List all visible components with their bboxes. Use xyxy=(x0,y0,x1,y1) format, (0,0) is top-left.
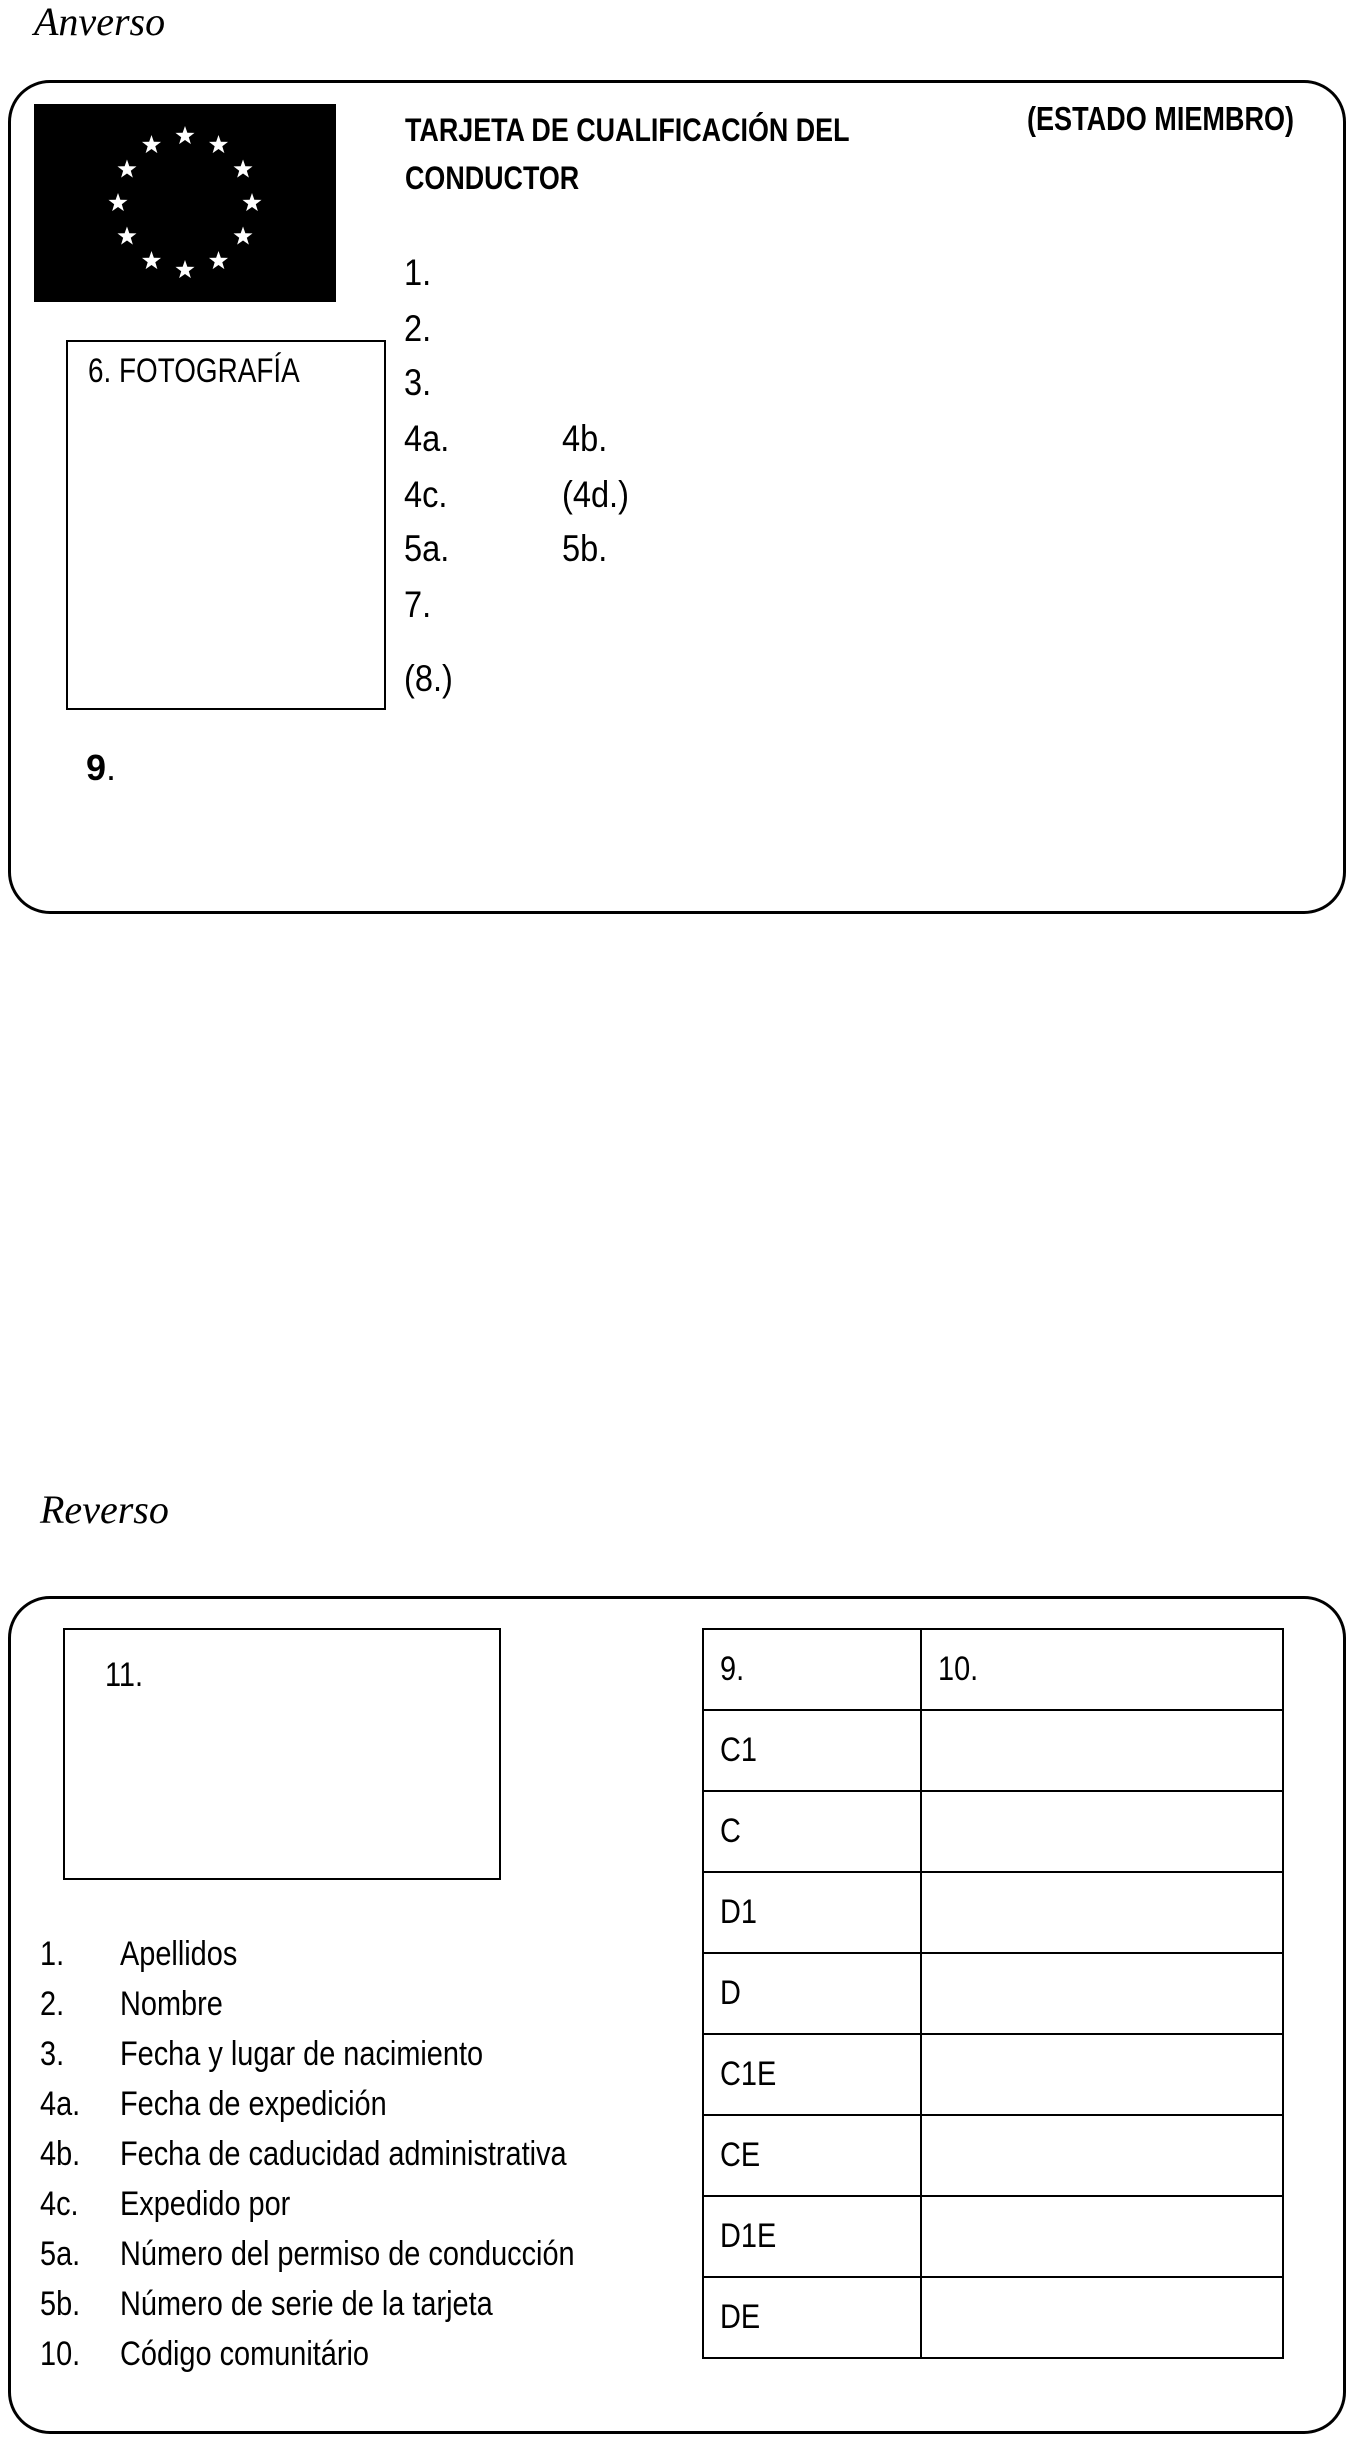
table-header-row xyxy=(703,1629,1283,1710)
legend-item-number xyxy=(40,2029,68,2079)
legend-item-text-content: Fecha de caducidad administrativa xyxy=(120,2135,567,2173)
field-5a-label: 5a. xyxy=(404,528,450,569)
legend-item-text xyxy=(120,2329,413,2379)
star-icon xyxy=(234,227,253,245)
field-legend xyxy=(40,1929,660,2379)
legend-item-number-text: 10. xyxy=(40,2335,81,2373)
category-cell xyxy=(703,1710,921,1791)
legend-item-number xyxy=(40,2329,87,2379)
field-4d xyxy=(562,476,638,513)
field-4b xyxy=(562,420,613,457)
legend-item-text-content: Fecha y lugar de nacimiento xyxy=(120,2035,484,2073)
code-cell xyxy=(921,1791,1283,1872)
field-8-label: (8.) xyxy=(404,658,453,699)
field-4d-label: (4d.) xyxy=(562,474,629,515)
field-4a xyxy=(404,420,455,457)
star-icon xyxy=(175,260,194,278)
field-8 xyxy=(404,660,460,697)
legend-item xyxy=(40,1979,660,2029)
table-row xyxy=(703,1872,1283,1953)
code-cell xyxy=(921,1629,1283,1710)
star-icon xyxy=(142,251,161,269)
legend-item-number-text: 4b. xyxy=(40,2135,81,2173)
legend-item-text xyxy=(120,2079,434,2129)
code-cell xyxy=(921,2277,1283,2358)
photo-box xyxy=(66,340,386,710)
card-title-line-2: CONDUCTOR xyxy=(405,160,580,196)
legend-item xyxy=(40,1929,660,1979)
table-row xyxy=(703,2115,1283,2196)
card-title-line-1: TARJETA DE CUALIFICACIÓN DEL xyxy=(405,112,850,148)
category-cell xyxy=(703,1872,921,1953)
legend-item-text-content: Código comunitário xyxy=(120,2335,369,2373)
code-cell xyxy=(921,2196,1283,2277)
category-cell xyxy=(703,1953,921,2034)
table-row xyxy=(703,1710,1283,1791)
legend-item-number-text: 4a. xyxy=(40,2085,81,2123)
star-icon xyxy=(242,193,261,211)
star-icon xyxy=(108,193,127,211)
legend-item-text-content: Número de serie de la tarjeta xyxy=(120,2285,493,2323)
field-4a-label: 4a. xyxy=(404,418,450,459)
star-icon xyxy=(209,251,228,269)
legend-item-number xyxy=(40,2229,87,2279)
category-cell xyxy=(703,1629,921,1710)
field-5b xyxy=(562,530,613,567)
field-7 xyxy=(404,586,435,623)
field-2-label: 2. xyxy=(404,308,432,349)
table-row xyxy=(703,2277,1283,2358)
legend-item-text-content: Expedido por xyxy=(120,2185,291,2223)
legend-item xyxy=(40,2229,660,2279)
table-row xyxy=(703,2034,1283,2115)
box-11-label-text: 11. xyxy=(105,1656,144,1694)
legend-item-text xyxy=(120,1979,241,2029)
category-cell-text: 9. xyxy=(720,1650,745,1688)
star-icon xyxy=(234,160,253,178)
back-section-title-text: Reverso xyxy=(40,1487,169,1532)
back-section-title xyxy=(40,1487,169,1532)
category-cell xyxy=(703,2196,921,2277)
legend-item-text xyxy=(120,2029,547,2079)
field-4b-label: 4b. xyxy=(562,418,608,459)
star-icon xyxy=(209,135,228,153)
code-cell xyxy=(921,2034,1283,2115)
legend-item-number xyxy=(40,1979,68,2029)
legend-item-text xyxy=(120,2229,655,2279)
legend-item-text-content: Apellidos xyxy=(120,1935,238,1973)
legend-item xyxy=(40,2129,660,2179)
legend-item-number xyxy=(40,2079,87,2129)
box-11-label xyxy=(105,1656,150,1695)
eu-flag-icon xyxy=(34,104,336,302)
field-4c xyxy=(404,476,453,513)
legend-item-text xyxy=(120,2129,645,2179)
legend-item-text-content: Nombre xyxy=(120,1985,223,2023)
field-2 xyxy=(404,310,435,347)
field-3 xyxy=(404,364,435,401)
legend-item xyxy=(40,2179,660,2229)
front-section-title-text: Anverso xyxy=(34,0,166,44)
photo-label-text: 6. FOTOGRAFÍA xyxy=(88,352,300,390)
star-icon xyxy=(142,135,161,153)
legend-item-text xyxy=(120,2179,320,2229)
legend-item-text-content: Fecha de expedición xyxy=(120,2085,387,2123)
legend-item-number-text: 1. xyxy=(40,1935,65,1973)
star-icon xyxy=(175,126,194,144)
legend-item-number xyxy=(40,2129,87,2179)
member-state-label xyxy=(1027,98,1353,141)
legend-item-text xyxy=(120,1929,258,1979)
category-cell-text: C xyxy=(720,1812,741,1850)
category-cell-text: D xyxy=(720,1974,741,2012)
legend-item-number-text: 2. xyxy=(40,1985,65,2023)
legend-item-number xyxy=(40,2179,85,2229)
category-table xyxy=(702,1628,1284,2359)
field-7-label: 7. xyxy=(404,584,432,625)
category-cell-text: C1E xyxy=(720,2055,777,2093)
code-cell xyxy=(921,2115,1283,2196)
field-3-label: 3. xyxy=(404,362,432,403)
category-cell-text: D1E xyxy=(720,2217,777,2255)
field-5b-label: 5b. xyxy=(562,528,608,569)
field-4c-label: 4c. xyxy=(404,474,448,515)
front-section-title xyxy=(34,2,165,42)
legend-item-number-text: 4c. xyxy=(40,2185,79,2223)
legend-item-number-text: 3. xyxy=(40,2035,65,2073)
category-cell xyxy=(703,1791,921,1872)
category-cell-text: CE xyxy=(720,2136,761,2174)
category-cell xyxy=(703,2034,921,2115)
star-icon xyxy=(117,227,136,245)
box-11 xyxy=(63,1628,501,1880)
legend-item-number-text: 5a. xyxy=(40,2235,81,2273)
code-cell-text: 10. xyxy=(938,1650,979,1688)
legend-item-number xyxy=(40,2279,87,2329)
category-cell-text: D1 xyxy=(720,1893,757,1931)
code-cell xyxy=(921,1872,1283,1953)
code-cell xyxy=(921,1953,1283,2034)
photo-label xyxy=(88,352,346,391)
legend-item xyxy=(40,2029,660,2079)
eu-flag-stars xyxy=(34,104,336,302)
field-9 xyxy=(86,747,117,788)
field-9-number: 9 xyxy=(86,747,107,788)
field-1-label: 1. xyxy=(404,252,432,293)
legend-item-text-content: Número del permiso de conducción xyxy=(120,2235,575,2273)
code-cell xyxy=(921,1710,1283,1791)
legend-item-text xyxy=(120,2279,558,2329)
category-cell-text: C1 xyxy=(720,1731,757,1769)
field-9-dot: . xyxy=(106,747,117,788)
legend-item-number xyxy=(40,1929,68,1979)
category-cell xyxy=(703,2277,921,2358)
legend-item xyxy=(40,2329,660,2379)
legend-item xyxy=(40,2079,660,2129)
legend-item-number-text: 5b. xyxy=(40,2285,81,2323)
field-5a xyxy=(404,530,455,567)
category-cell-text: DE xyxy=(720,2298,761,2336)
star-icon xyxy=(117,160,136,178)
member-state-text: (ESTADO MIEMBRO) xyxy=(1027,100,1295,137)
table-row xyxy=(703,2196,1283,2277)
card-title xyxy=(405,106,934,202)
category-cell xyxy=(703,2115,921,2196)
table-row xyxy=(703,1791,1283,1872)
field-1 xyxy=(404,254,435,291)
table-row xyxy=(703,1953,1283,2034)
legend-item xyxy=(40,2279,660,2329)
